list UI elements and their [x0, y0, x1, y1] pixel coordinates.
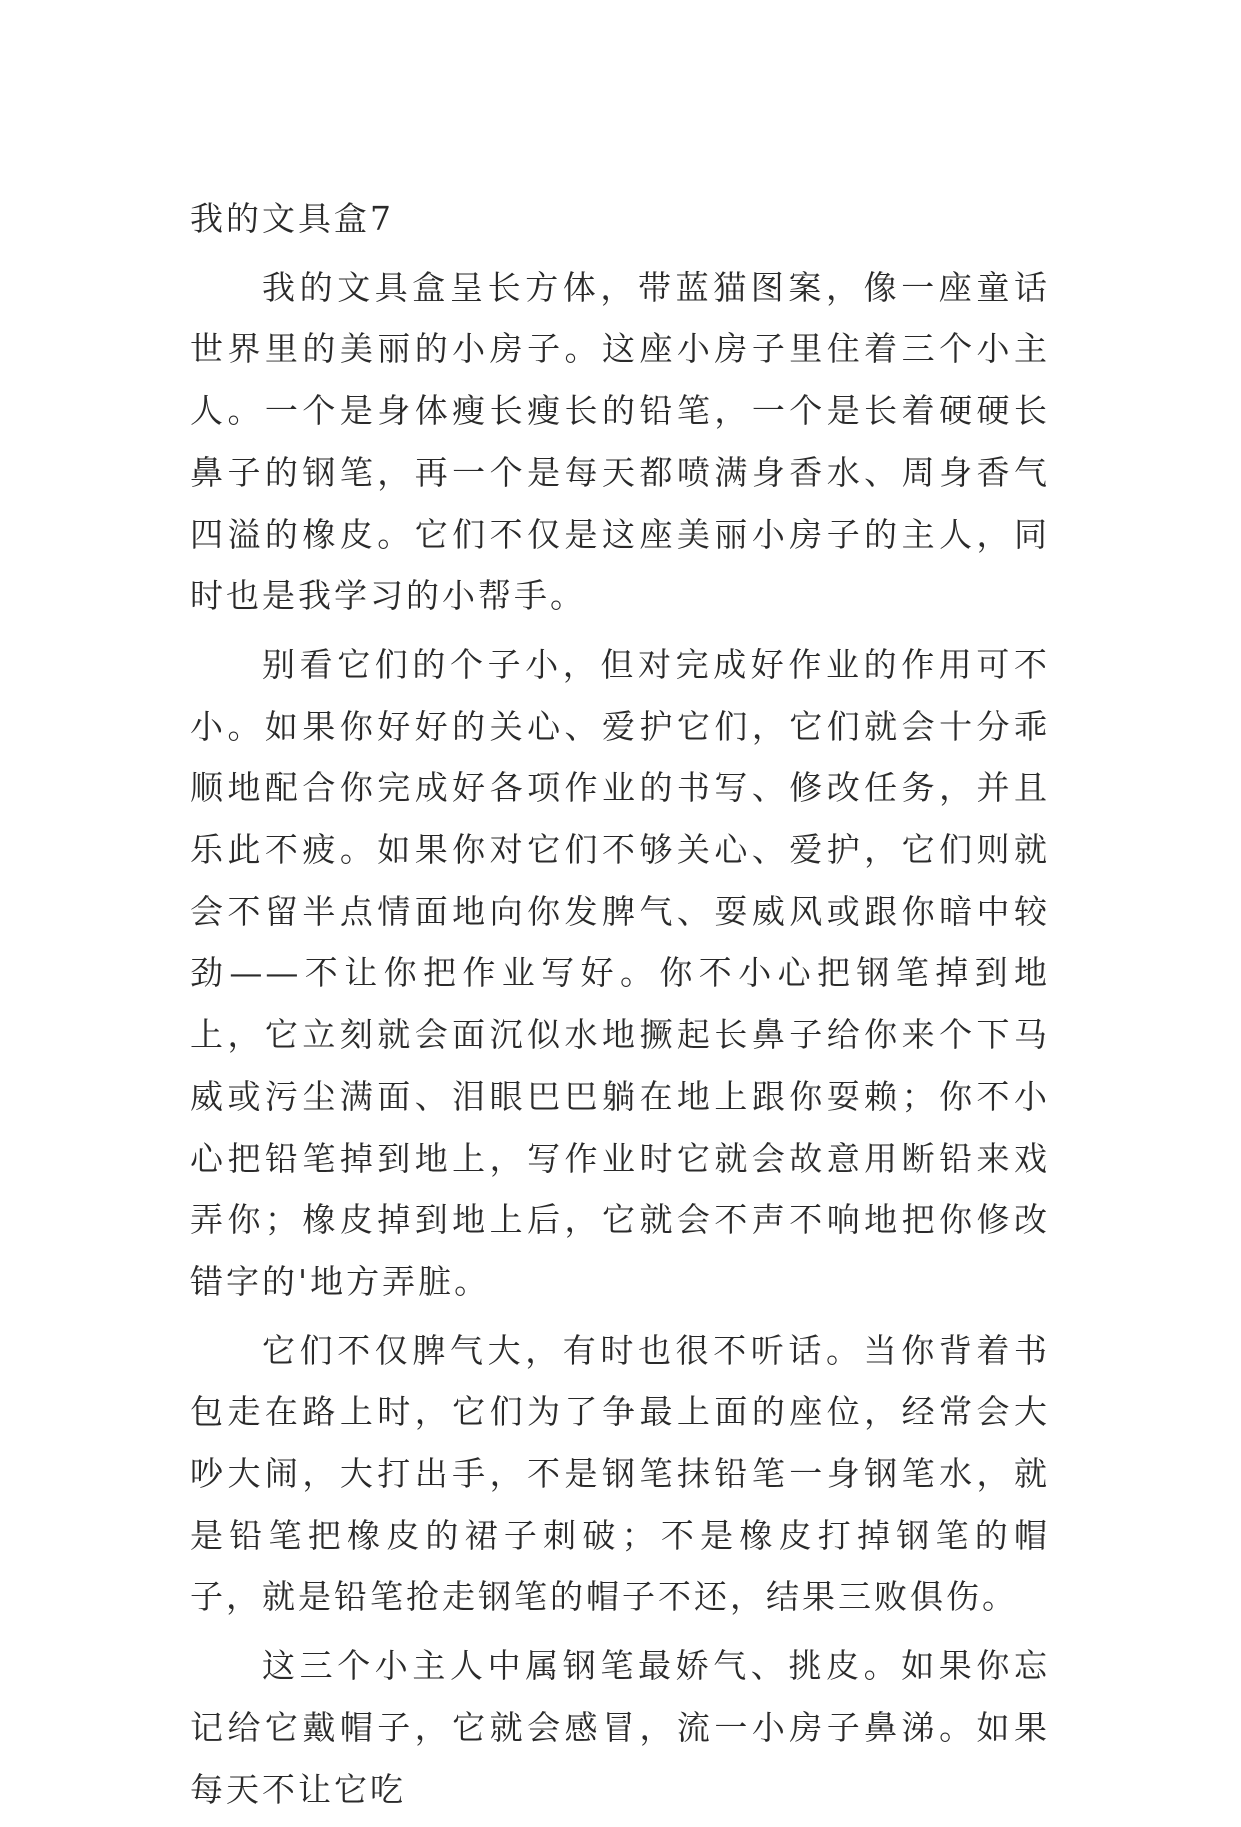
document-body [190, 188, 1050, 1827]
paragraph-3: 它们不仅脾气大，有时也很不听话。当你背着书包走在路上时，它们为了争最上面的座位，经常会大吵大闹，大打出手，不是钢笔抹铅笔一身钢笔水，就是铅笔把橡皮的裙子刺破；不是橡皮打掉钢笔的帽子，就是铅笔抢走钢笔的帽子不还，结果三败俱伤。 [190, 1330, 1050, 1617]
paragraph-4: 这三个小主人中属钢笔最娇气、挑皮。如果你忘记给它戴帽子，它就会感冒，流一小房子鼻涕。如果每天不让它吃 [190, 1646, 1050, 1809]
paragraph-1: 我的文具盒呈长方体，带蓝猫图案，像一座童话世界里的美丽的小房子。这座小房子里住着三个小主人。一个是身体瘦长瘦长的铅笔，一个是长着硬硬长鼻子的钢笔，再一个是每天都喷满身香水、周身香气四溢的橡皮。它们不仅是这座美丽小房子的主人，同时也是我学习的小帮手。 [190, 267, 1050, 616]
document-title: 我的文具盒7 [190, 199, 394, 238]
paragraph-2: 别看它们的个子小，但对完成好作业的作用可不小。如果你好好的关心、爱护它们，它们就会十分乖顺地配合你完成好各项作业的书写、修改任务，并且乐此不疲。如果你对它们不够关心、爱护，它们则就会不留半点情面地向你发脾气、耍威风或跟你暗中较劲——不让你把作业写好。你不小心把钢笔掉到地上，它立刻就会面沉似水地撅起长鼻子给你来个下马威或污尘满面、泪眼巴巴躺在地上跟你耍赖；你不小心把铅笔掉到地上，写作业时它就会故意用断铅来戏弄你；橡皮掉到地上后，它就会不声不响地把你修改错字的'地方弄脏。 [190, 644, 1050, 1301]
